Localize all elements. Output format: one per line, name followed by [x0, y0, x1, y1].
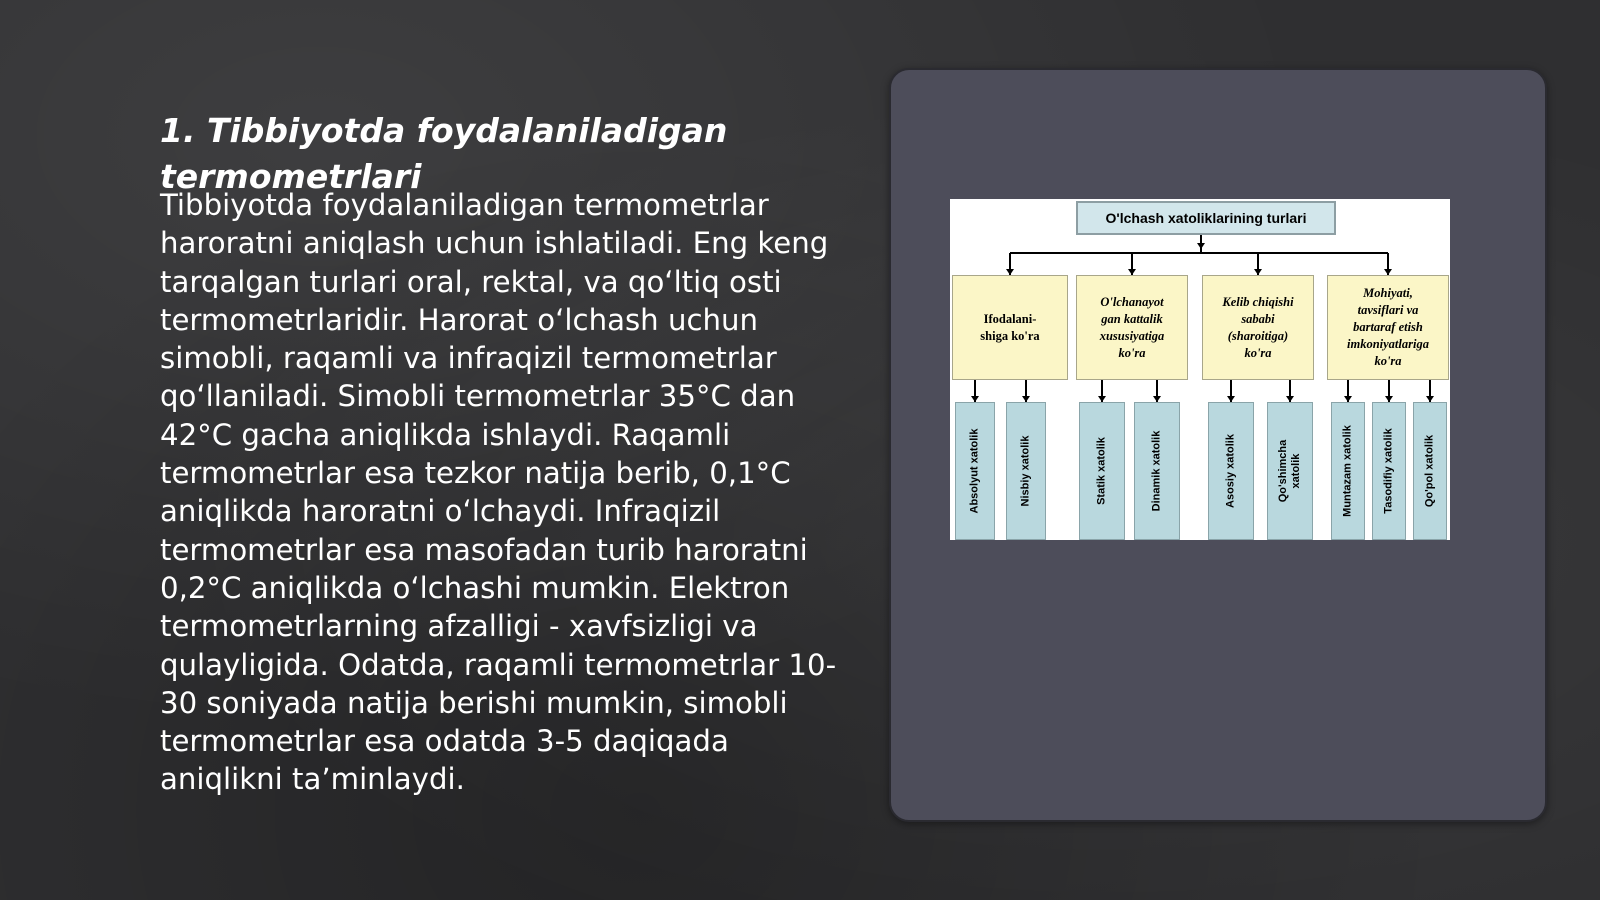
diagram-leaf-box [1079, 402, 1125, 540]
diagram-category-box: Mohiyati, tavsiflari va bartaraf etish imkoniyatlariga ko'ra [1327, 275, 1449, 380]
diagram-leaf-label: Absolyut xatolik [968, 428, 981, 514]
diagram-leaf-label: Qo'shimcha xatolik [1277, 439, 1302, 503]
diagram-leaf-label: Dinamik xatolik [1150, 430, 1163, 512]
error-types-diagram [950, 199, 1450, 540]
diagram-root-box: O'lchash xatoliklarining turlari [1076, 201, 1336, 235]
diagram-leaf-label: Tasodifiy xatolik [1382, 428, 1395, 514]
root-arrow [1197, 243, 1205, 249]
diagram-leaf-box [1331, 402, 1365, 540]
diagram-leaf-label: Nisbiy xatolik [1019, 435, 1032, 507]
diagram-category-box: Kelib chiqishi sababi (sharoitiga) ko'ra [1202, 275, 1314, 380]
slide-title: 1. Tibbiyotda foydalaniladigan termometrlari [160, 111, 728, 196]
diagram-leaf-box [1267, 402, 1313, 540]
diagram-leaf-label: Qo'pol xatolik [1423, 434, 1436, 508]
diagram-leaf-label: Statik xatolik [1095, 437, 1108, 505]
diagram-leaf-box [1413, 402, 1447, 540]
diagram-category-box: Ifodalani- shiga ko'ra [952, 275, 1068, 380]
diagram-category-box: O'lchanayot gan kattalik xususiyatiga ko'ra [1076, 275, 1188, 380]
diagram-leaf-box [1134, 402, 1180, 540]
diagram-leaf-box [955, 402, 995, 540]
diagram-leaf-box [1006, 402, 1046, 540]
diagram-leaf-label: Muntazam xatolik [1341, 425, 1354, 517]
diagram-leaf-box [1372, 402, 1406, 540]
diagram-leaf-label: Asosiy xatolik [1224, 434, 1237, 508]
slide-body-text: Tibbiyotda foydalaniladigan termometrlar haroratni aniqlash uchun ishlatiladi. Eng keng tarqalgan turlari oral, rektal, va qo‘ltiq osti termometrlaridir. Harorat o‘lchash uchun simobli, raqamli va infraqizil termometrlar qo‘llaniladi. Simobli termometrlar 35°C dan 42°C gacha aniqlikda ishlaydi. Raqamli termometrlar esa tezkor natija berib, 0,1°C aniqlikda haroratni o‘lchaydi. Infraqizil termometrlar esa masofadan turib haroratni 0,2°C aniqlikda o‘lchashi mumkin. Elektron termometrlarning afzalligi - xavfsizligi va qulayligida. Odatda, raqamli termometrlar 10-30 soniyada natija berishi mumkin, simobli termometrlar esa odatda 3-5 daqiqada aniqlikni ta’minlaydi. [160, 188, 837, 797]
diagram-leaf-box [1208, 402, 1254, 540]
